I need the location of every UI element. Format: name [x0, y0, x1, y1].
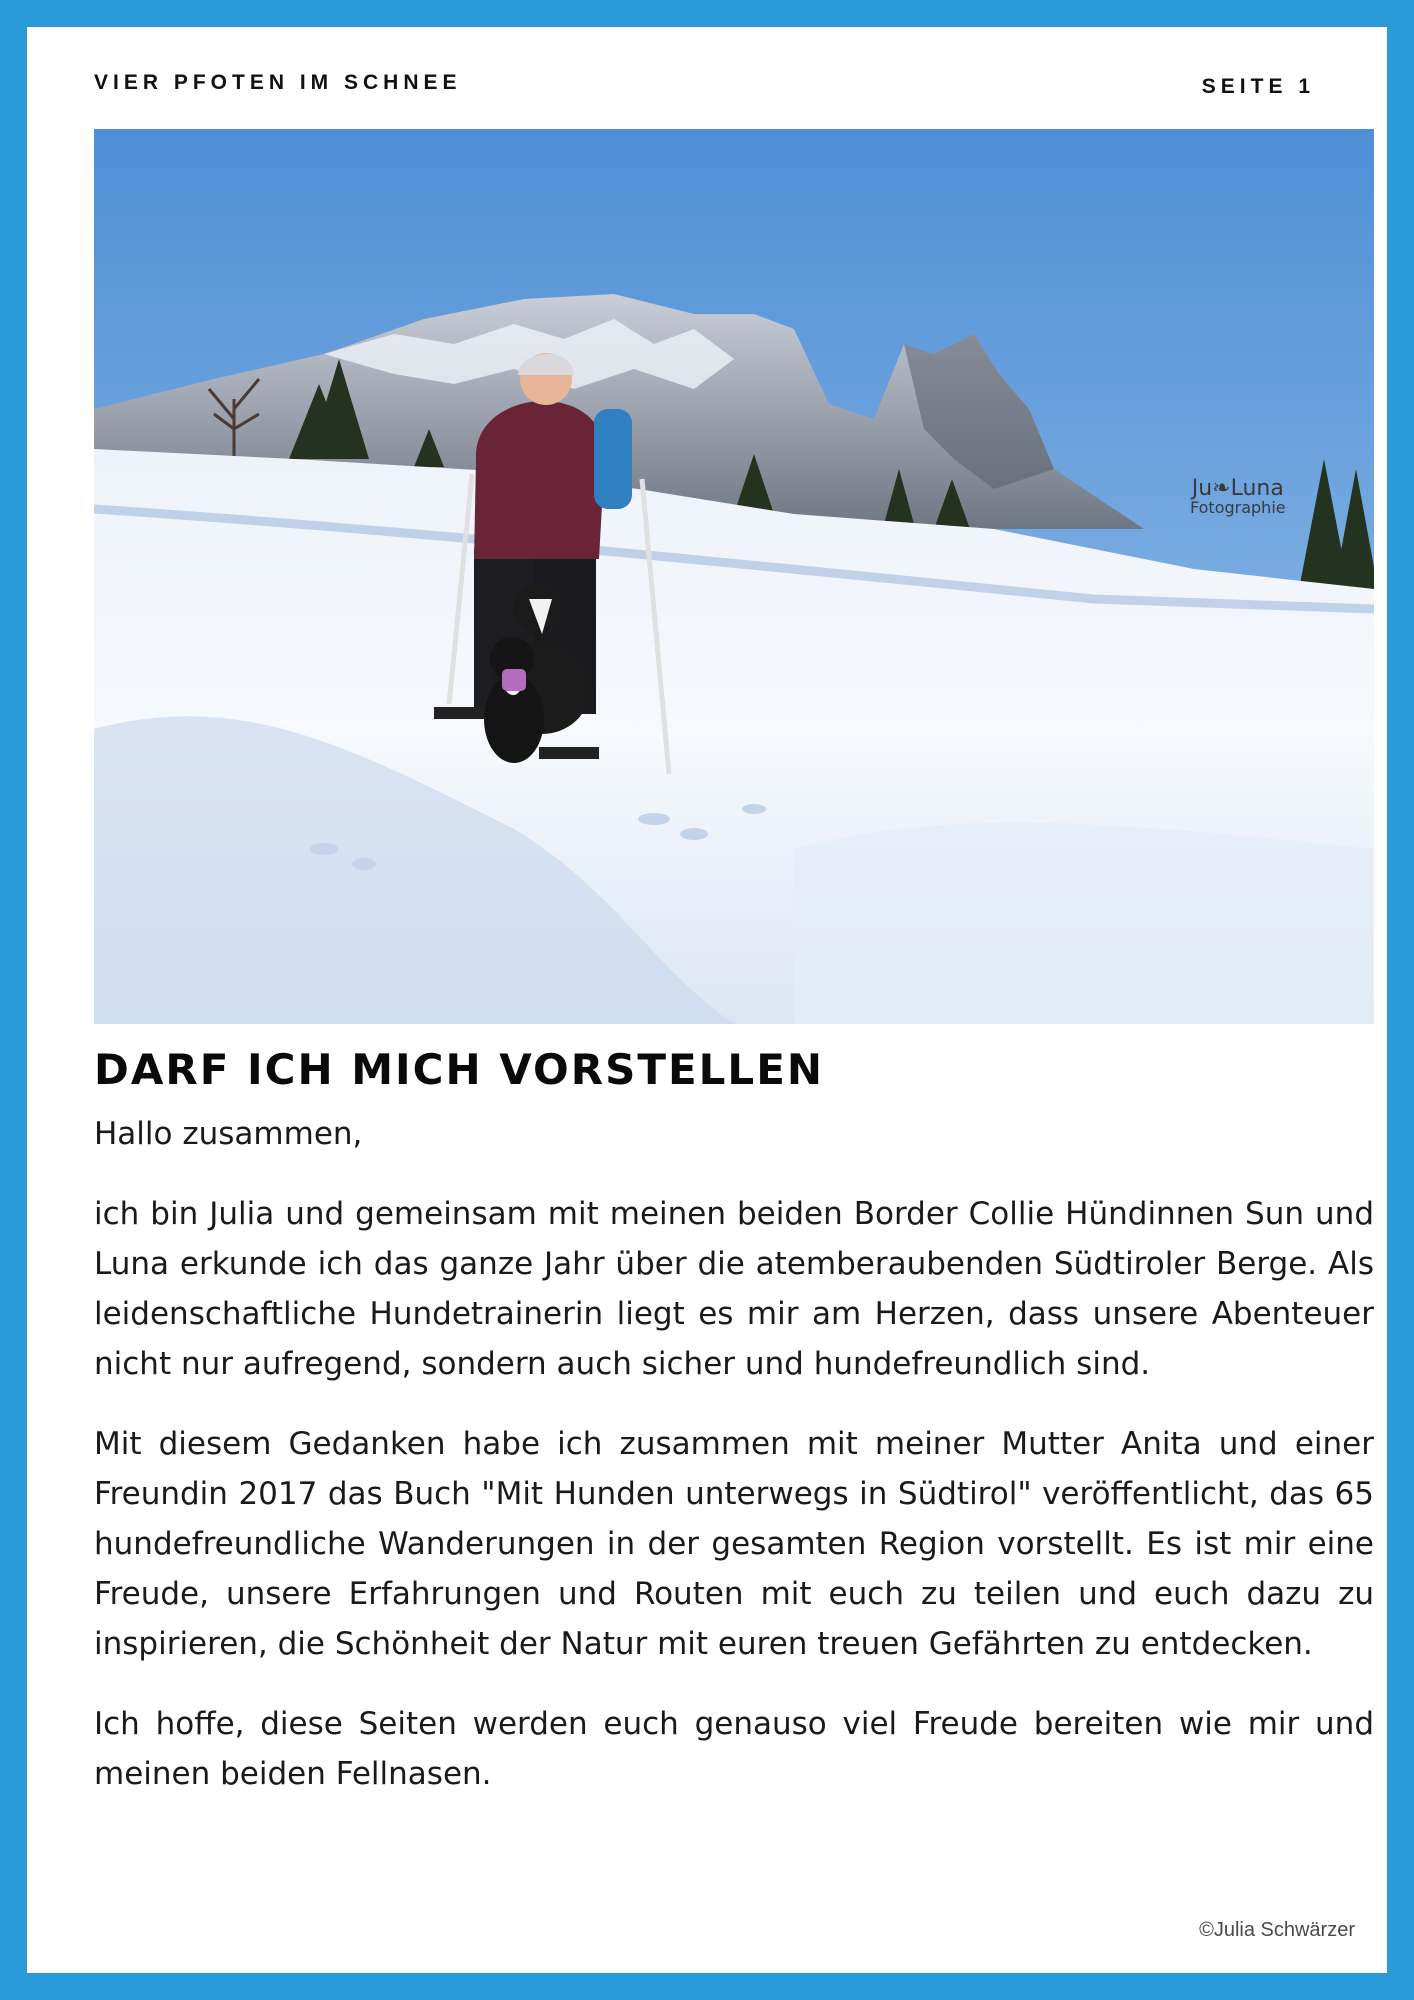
paragraph-closing: Ich hoffe, diese Seiten werden euch genauso viel Freude bereiten wie mir und meinen beiden Fellnasen.	[94, 1706, 1374, 1792]
snow-drift-right	[794, 823, 1374, 1024]
article-body	[94, 1109, 1374, 1829]
section-heading: DARF ICH MICH VORSTELLEN	[94, 1045, 825, 1094]
paragraph-intro: ich bin Julia und gemeinsam mit meinen beiden Border Collie Hündinnen Sun und Luna erkunde ich das ganze Jahr über die atemberaubenden Südtiroler Berge. Als leidenschaftliche Hundetrainerin liegt es mir am Herzen, dass unsere Abenteuer nicht nur aufregend, sondern auch sicher und hundefreundlich sind.	[94, 1196, 1374, 1382]
running-header: VIER PFOTEN IM SCHNEE	[94, 71, 462, 94]
winter-hike-photo	[94, 129, 1374, 1024]
page-number: SEITE 1	[1201, 75, 1315, 98]
watermark-subtitle: Fotographie	[1190, 498, 1286, 517]
paragraph-book: Mit diesem Gedanken habe ich zusammen mit meiner Mutter Anita und einer Freundin 2017 das Buch "Mit Hunden unterwegs in Südtirol" veröffentlicht, das 65 hundefreundliche Wanderungen in der gesamten Region vorstellt. Es ist mir eine Freude, unsere Erfahrungen und Routen mit euch zu teilen und euch dazu zu inspirieren, die Schönheit der Natur mit euren treuen Gefährten zu entdecken.	[94, 1426, 1374, 1662]
photographer-watermark	[1190, 478, 1286, 516]
greeting: Hallo zusammen,	[94, 1116, 363, 1152]
watermark-name: Ju❧Luna	[1191, 476, 1284, 501]
photo-credit: ©Julia Schwärzer	[1199, 1919, 1355, 1941]
